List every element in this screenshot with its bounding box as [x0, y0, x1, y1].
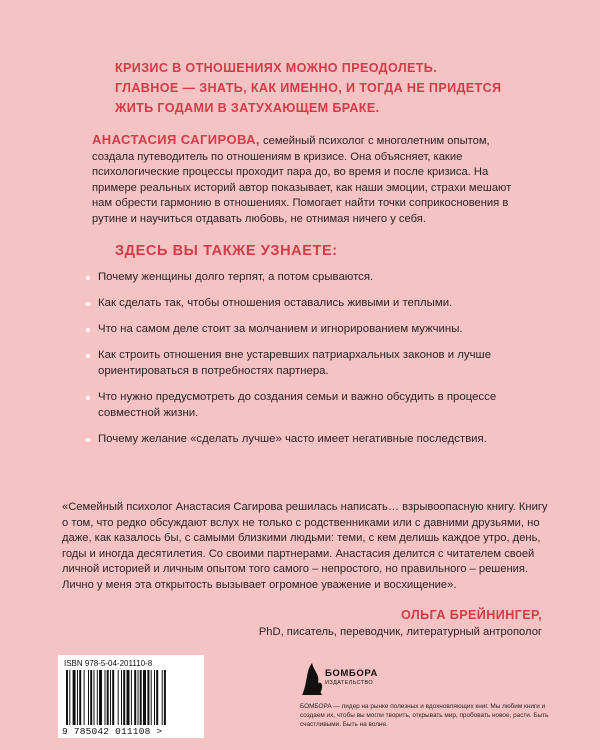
bullet-icon — [86, 438, 90, 442]
list-item — [86, 390, 546, 421]
bullet-icon — [86, 302, 90, 306]
headline-line-2: ГЛАВНОЕ — ЗНАТЬ, КАК ИМЕННО, И ТОГДА НЕ ПРИДЕТСЯ — [115, 81, 502, 95]
publisher-logo-word: БОМБОРА — [325, 668, 378, 679]
headline-line-3: ЖИТЬ ГОДАМИ В ЗАТУХАЮЩЕМ БРАКЕ. — [115, 101, 380, 115]
barcode-digits: 9 785042 011108 > — [62, 726, 163, 737]
list-item — [86, 270, 546, 286]
learn-heading: ЗДЕСЬ ВЫ ТАКЖЕ УЗНАЕТЕ: — [115, 243, 338, 259]
list-item — [86, 322, 546, 338]
publisher-blurb: БОМБОРА — лидер на рынке полезных и вдохновляющих книг. Мы любим книги и создаем их, чтобы вы могли творить, открывать мир, пробовать новое, расти. Быть счастливыми. Быть на волне. — [300, 703, 549, 728]
bullet-icon — [86, 276, 90, 280]
list-item-text: Что нужно предусмотреть до создания семьи и важно обсудить в процессе совместной жизни. — [98, 390, 497, 419]
publisher-logo-subtitle: ИЗДАТЕЛЬСТВО — [325, 680, 374, 686]
review-quote: «Семейный психолог Анастасия Сагирова решилась написать… взрывоопасную книгу. Книгу о том, что редко обсуждают вслух не только с родственниками или с давними друзьями, но даже, как казалось бы, с самыми близкими людьми: теми, с кем делишь каждое утро, день, годы и иногда десятилетия. Со своими партнерами. Анастасия делится с читателем своей личной историей и личным опытом того самого – непростого, но правильного – решения. Лично у меня эта открытость вызывает огромное уважение и восхищение». — [62, 501, 548, 591]
list-item-text: Почему желание «сделать лучше» часто имеет негативные последствия. — [98, 432, 487, 445]
isbn-text: ISBN 978-5-04-201110-8 — [64, 659, 153, 668]
bullet-icon — [86, 354, 90, 358]
barcode — [58, 655, 204, 738]
headline-line-1: КРИЗИС В ОТНОШЕНИЯХ МОЖНО ПРЕОДОЛЕТЬ. — [115, 61, 438, 75]
quote-author: ОЛЬГА БРЕЙНИНГЕР, — [401, 608, 542, 622]
quote-author-credentials: PhD, писатель, переводчик, литературный антрополог — [258, 626, 542, 638]
author-name: АНАСТАСИЯ САГИРОВА, — [92, 132, 260, 147]
list-item — [86, 348, 546, 379]
bullet-icon — [86, 328, 90, 332]
list-item-text: Как строить отношения вне устаревших патриархальных законов и лучше ориентироваться в потребностях партнера. — [98, 349, 492, 377]
list-item-text: Как сделать так, чтобы отношения оставались живыми и теплыми. — [98, 297, 453, 310]
headline — [115, 58, 535, 118]
list-item-text: Почему женщины долго терпят, а потом срываются. — [98, 271, 374, 283]
intro-text: семейный психолог с многолетним опытом, создала путеводитель по отношениям в кризисе. Она объясняет, какие психологические процессы проходит пара до, во время и после кризиса. На примере реальных историй автор показывает, как наши эмоции, страхи мешают нам обрести гармонию в отношениях. Помогает найти точки соприкосновения в рутине и научиться отдавать любовь, не отнимая ничего у себя. — [92, 135, 512, 225]
list-item — [86, 296, 546, 312]
intro-paragraph — [92, 132, 522, 228]
list-item-text: Что на самом деле стоит за молчанием и игнорированием мужчины. — [98, 323, 463, 336]
list-item — [86, 432, 546, 448]
barcode-bars-icon — [66, 670, 196, 725]
learn-list — [86, 270, 546, 458]
bullet-icon — [86, 396, 90, 400]
